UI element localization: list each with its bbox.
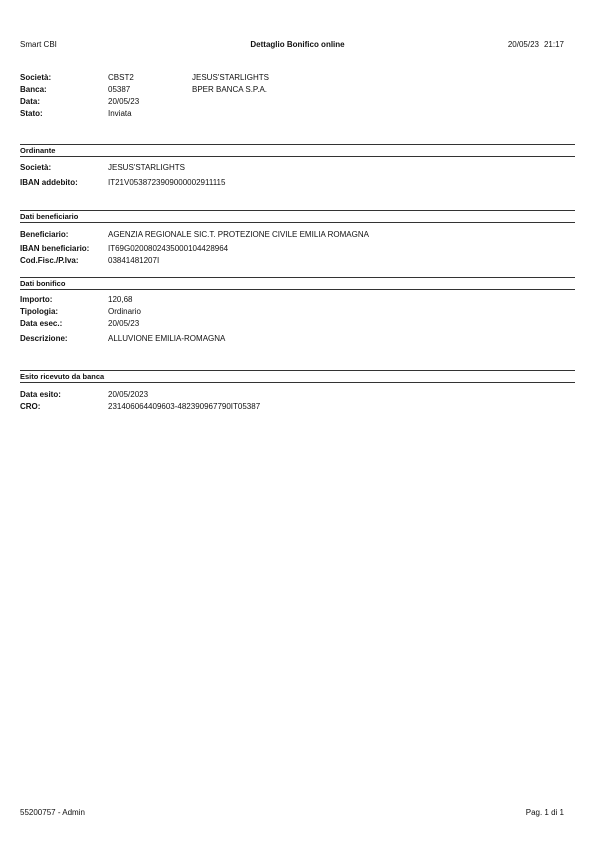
section-bonifico: [20, 277, 575, 290]
print-timestamp: [508, 40, 564, 49]
app-name: Smart CBI: [20, 40, 57, 49]
footer-user: 55200757 - Admin: [20, 808, 85, 817]
section-esito: [20, 370, 575, 383]
esito-data-value: 20/05/2023: [108, 390, 149, 399]
ordinante-iban-value: IT21V0538723909000002911115: [108, 178, 226, 187]
esito-cro-value: 231406064409603-482390967790IT05387: [108, 402, 261, 411]
section-ordinante: [20, 144, 575, 157]
page-title: Dettaglio Bonifico online: [250, 40, 345, 49]
ordinante-societa-value: JESUS'STARLIGHTS: [108, 163, 185, 172]
top-societa-label: Società:: [20, 73, 52, 82]
ordinante-iban-label: IBAN addebito:: [20, 178, 78, 187]
top-societa-code: CBST2: [108, 73, 134, 82]
bonifico-importo-value: 120,68: [108, 295, 133, 304]
esito-cro-label: CRO:: [20, 402, 41, 411]
bonifico-data-label: Data esec.:: [20, 319, 63, 328]
beneficiario-iban-value: IT69G0200802435000104428964: [108, 244, 229, 253]
footer-page-number: Pag. 1 di 1: [525, 808, 564, 817]
esito-data-label: Data esito:: [20, 390, 61, 399]
beneficiario-iban-label: IBAN beneficiario:: [20, 244, 90, 253]
section-beneficiario: [20, 210, 575, 223]
bonifico-data-value: 20/05/23: [108, 319, 140, 328]
top-societa-name: JESUS'STARLIGHTS: [192, 73, 269, 82]
print-date: 20/05/23: [507, 40, 539, 49]
bonifico-descrizione-label: Descrizione:: [20, 334, 68, 343]
top-data-label: Data:: [20, 97, 41, 106]
top-banca-code: 05387: [108, 85, 131, 94]
section-beneficiario-title: Dati beneficiario: [20, 212, 79, 221]
section-ordinante-title: Ordinante: [20, 146, 56, 155]
section-bonifico-title: Dati bonifico: [20, 279, 66, 288]
beneficiario-cf-label: Cod.Fisc./P.Iva:: [20, 256, 79, 265]
top-stato-label: Stato:: [20, 109, 43, 118]
section-esito-title: Esito ricevuto da banca: [20, 372, 105, 381]
ordinante-societa-label: Società:: [20, 163, 52, 172]
top-banca-label: Banca:: [20, 85, 47, 94]
bonifico-descrizione-value: ALLUVIONE EMILIA-ROMAGNA: [108, 334, 226, 343]
beneficiario-cf-value: 03841481207I: [108, 256, 160, 265]
bonifico-tipologia-label: Tipologia:: [20, 307, 59, 316]
top-banca-name: BPER BANCA S.P.A.: [192, 85, 267, 94]
top-stato-value: Inviata: [108, 109, 132, 118]
bonifico-importo-label: Importo:: [20, 295, 53, 304]
top-data-value: 20/05/23: [108, 97, 140, 106]
beneficiario-nome-label: Beneficiario:: [20, 230, 69, 239]
beneficiario-nome-value: AGENZIA REGIONALE SIC.T. PROTEZIONE CIVILE EMILIA ROMAGNA: [108, 230, 369, 239]
print-time: 21:17: [543, 40, 564, 49]
bonifico-tipologia-value: Ordinario: [108, 307, 141, 316]
